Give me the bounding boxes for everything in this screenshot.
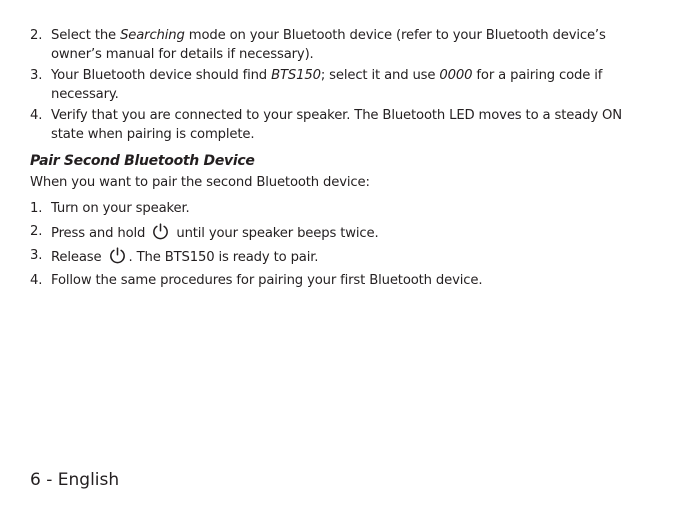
list-item xyxy=(30,246,645,267)
device-name: BTS150 xyxy=(271,68,321,83)
step-text: until your speaker beeps twice. xyxy=(172,225,379,241)
step-text: ; select it and use xyxy=(320,68,440,83)
step-number: 4. xyxy=(30,272,43,288)
list-item xyxy=(30,106,645,144)
section-intro: When you want to pair the second Bluetooth device: xyxy=(30,175,370,190)
step-text: Verify that you are connected to your speaker. The Bluetooth LED moves to a steady ON state when pairing is complete. xyxy=(51,108,623,142)
step-number: 1. xyxy=(30,201,43,216)
first-device-steps xyxy=(30,26,645,146)
power-icon xyxy=(151,222,170,241)
second-device-steps xyxy=(30,199,645,293)
step-text: Follow the same procedures for pairing your first Bluetooth device. xyxy=(51,272,483,288)
list-item xyxy=(30,199,645,218)
list-item xyxy=(30,222,645,243)
section-heading: Pair Second Bluetooth Device xyxy=(30,153,255,169)
step-text: mode on your Bluetooth device (refer to your Bluetooth device’s owner’s manual for details if necessary). xyxy=(51,28,606,62)
step-text: Turn on your speaker. xyxy=(51,201,190,216)
step-number: 2. xyxy=(30,28,43,43)
page-number: 6 - English xyxy=(30,470,120,490)
step-text: Press and hold xyxy=(51,225,150,241)
list-item xyxy=(30,271,645,290)
step-text: . The BTS150 is ready to pair. xyxy=(128,250,319,265)
step-text: Select the xyxy=(51,28,121,43)
searching-term: Searching xyxy=(120,28,185,43)
power-icon xyxy=(108,246,127,265)
step-number: 4. xyxy=(30,108,43,123)
list-item xyxy=(30,66,645,104)
list-item xyxy=(30,26,645,64)
step-number: 3. xyxy=(30,68,43,83)
step-number: 2. xyxy=(30,223,43,239)
step-text: Your Bluetooth device should find xyxy=(51,68,272,83)
step-number: 3. xyxy=(30,248,43,263)
step-text: Release xyxy=(51,250,106,265)
pairing-code: 0000 xyxy=(439,68,473,83)
step-text: for a pairing code if necessary. xyxy=(51,68,603,102)
